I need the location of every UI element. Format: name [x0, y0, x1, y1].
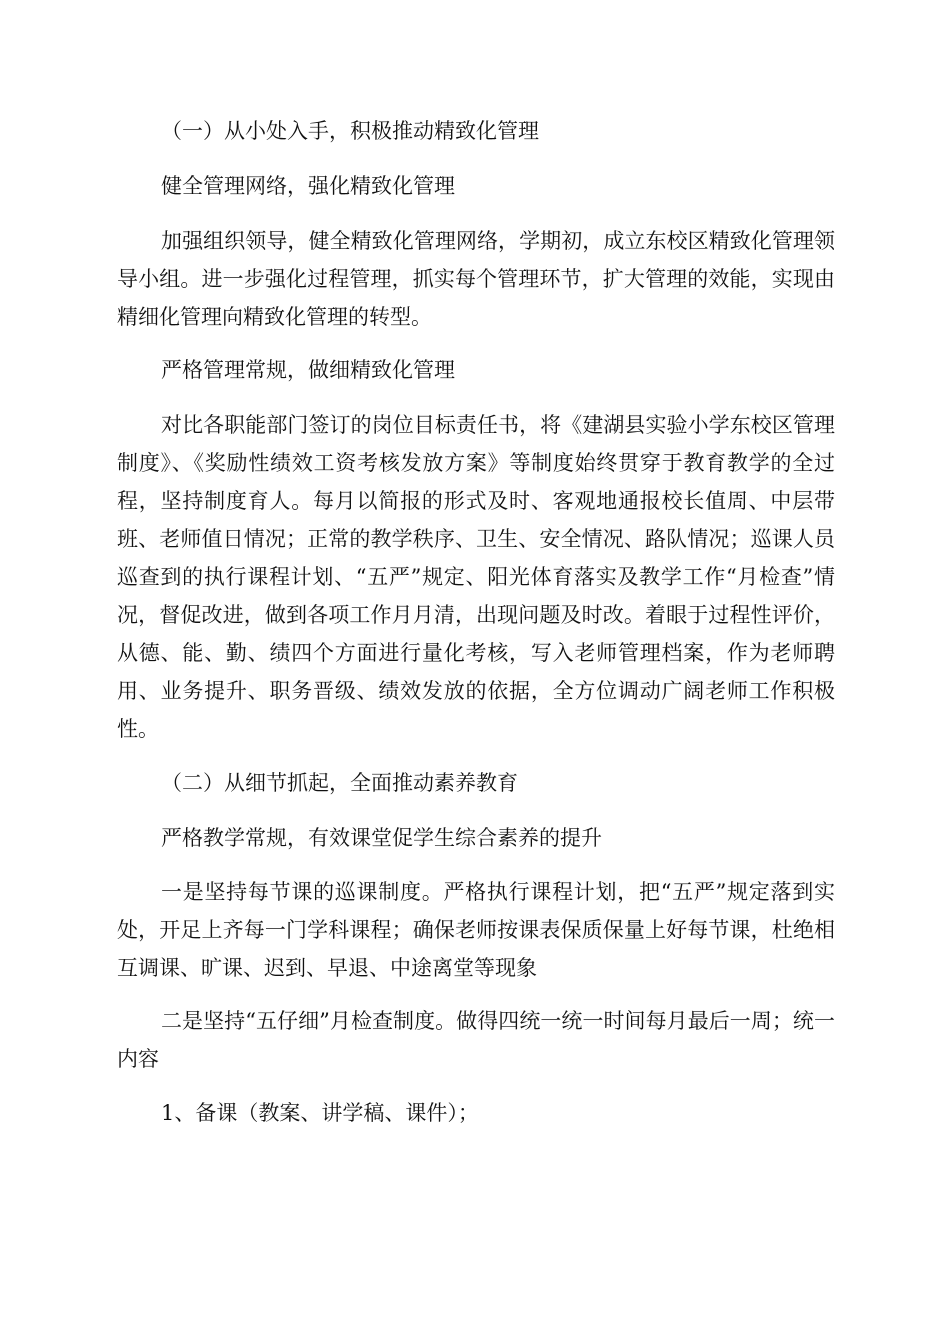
list-item-lesson-prep: 1、备课（教案、讲学稿、课件）； — [161, 1101, 479, 1125]
subheading-management-routine: 严格管理常规，做细精致化管理 — [161, 358, 455, 382]
subheading-teaching-routine: 严格教学常规，有效课堂促学生综合素养的提升 — [161, 826, 602, 850]
paragraph-responsibility-system: 对比各职能部门签订的岗位目标责任书，将《建湖县实验小学东校区管理制度》、《奖励性绩效工资考核发放方案》等制度始终贯穿于教育教学的全过程，坚持制度育人。每月以简报的形式及时、客观地通报校长值周、中层带班、老师值日情况；正常的教学秩序、卫生、安全情况、路队情况；巡课人员巡查到的执行课程计划、“五严”规定、阳光体育落实及教学工作“月检查”情况，督促改进，做到各项工作月月清，出现问题及时改。着眼于过程性评价，从德、能、勤、绩四个方面进行量化考核，写入老师管理档案，作为老师聘用、业务提升、职务晋级、绩效发放的依据，全方位调动广阔老师工作积极性。 — [117, 413, 835, 741]
section-heading-2: （二）从细节抓起，全面推动素养教育 — [161, 771, 518, 795]
section-heading-1: （一）从小处入手，积极推动精致化管理 — [161, 119, 539, 143]
subheading-management-network: 健全管理网络，强化精致化管理 — [161, 174, 455, 198]
paragraph-monthly-check: 二是坚持“五仔细”月检查制度。做得四统一统一时间每月最后一周；统一内容 — [117, 1009, 835, 1071]
paragraph-organization-leadership: 加强组织领导，健全精致化管理网络，学期初，成立东校区精致化管理领导小组。进一步强化过程管理，抓实每个管理环节，扩大管理的效能，实现由精细化管理向精致化管理的转型。 — [117, 229, 835, 329]
paragraph-class-patrol: 一是坚持每节课的巡课制度。严格执行课程计划，把“五严”规定落到实处，开足上齐每一门学科课程；确保老师按课表保质保量上好每节课，杜绝相互调课、旷课、迟到、早退、中途离堂等现象 — [117, 880, 835, 980]
